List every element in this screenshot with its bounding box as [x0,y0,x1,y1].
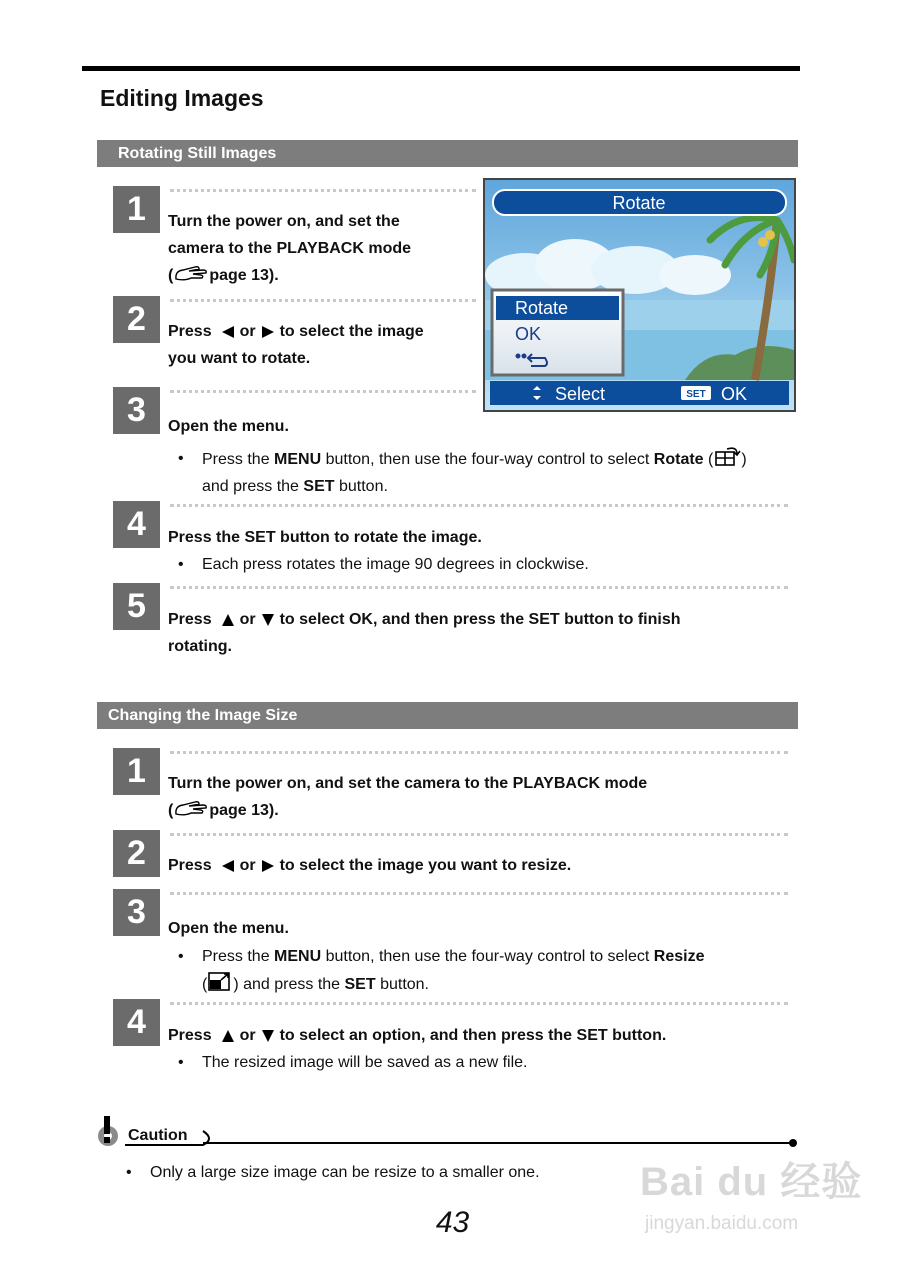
bullet-item: • Press the MENU button, then use the four-way control to select Rotate ( ) and press the SET button. [168,445,842,500]
bullet-item: • The resized image will be saved as a new file. [168,1049,528,1076]
page-reference: ( page 13). [168,267,279,284]
lcd-ok-label: OK [721,384,748,404]
bullet-item: • Each press rotates the image 90 degrees in clockwise. [168,551,589,578]
caution-banner [93,1114,803,1154]
step-number: 1 [113,748,160,795]
left-arrow-icon [222,326,234,338]
up-arrow-icon [222,614,234,626]
step-text: Turn the power on, and set the camera to the PLAYBACK mode ( page 13). [168,770,647,824]
section-header-resize: Changing the Image Size [97,702,798,729]
lcd-menu-rotate: Rotate [515,298,569,318]
lcd-title: Rotate [612,193,666,213]
dotted-divider [170,390,476,393]
rotate-icon [713,445,741,467]
watermark-logo: Bai du 经验 [640,1160,863,1204]
step-text: Press or to select OK, and then press the SET button to finish rotating. [168,611,681,655]
step-number: 3 [113,889,160,936]
step-text: Press or to select the image you want to resize. [168,857,572,874]
step-number: 4 [113,999,160,1046]
step-text: Press or to select an option, and then press the SET button. [168,1027,667,1044]
bullet-item: • Press the MENU button, then use the four-way control to select Resize ( ) and press the SET button. [168,943,822,998]
dotted-divider [170,189,476,192]
down-arrow-icon [262,614,274,626]
caution-gear-icon [98,1116,118,1146]
right-arrow-icon [262,326,274,338]
step-text: Open the menu. [168,418,289,435]
step-text: Press or to select the image you want to rotate. [168,323,424,367]
dotted-divider [170,586,788,589]
page-reference: ( page 13). [168,802,279,819]
lcd-select-label: Select [555,384,606,404]
step-number: 4 [113,501,160,548]
watermark-url: jingyan.baidu.com [645,1213,799,1234]
dotted-divider [170,299,476,302]
step-line: Turn the power on, and set the [168,213,400,230]
step-number: 1 [113,186,160,233]
beach-scene-image [485,180,794,410]
lcd-menu-ok: OK [515,324,542,344]
step-number: 3 [113,387,160,434]
up-arrow-icon [222,1030,234,1042]
step-number: 2 [113,296,160,343]
step-number: 2 [113,830,160,877]
lcd-set-badge: SET [686,389,706,400]
step-line: camera to the PLAYBACK mode [168,240,412,257]
left-arrow-icon [222,860,234,872]
camera-lcd-screenshot [483,178,796,412]
dotted-divider [170,892,788,895]
step-text: Press the SET button to rotate the image. [168,529,482,546]
step-text: Open the menu. [168,920,289,937]
section-header-rotate: Rotating Still Images [97,140,798,167]
down-arrow-icon [262,1030,274,1042]
dotted-divider [170,751,788,754]
resize-icon [207,970,233,992]
pointing-hand-icon [173,800,209,818]
top-rule [82,66,800,71]
step-number: 5 [113,583,160,630]
dotted-divider [170,1002,788,1005]
page-number: 43 [435,1206,470,1239]
caution-label: Caution [128,1127,188,1144]
pointing-hand-icon [173,265,209,283]
caution-bullet: • Only a large size image can be resize to a smaller one. [116,1159,540,1186]
dotted-divider [170,833,788,836]
page-title: Editing Images [100,85,264,111]
dotted-divider [170,504,788,507]
step-text [168,208,411,289]
right-arrow-icon [262,860,274,872]
